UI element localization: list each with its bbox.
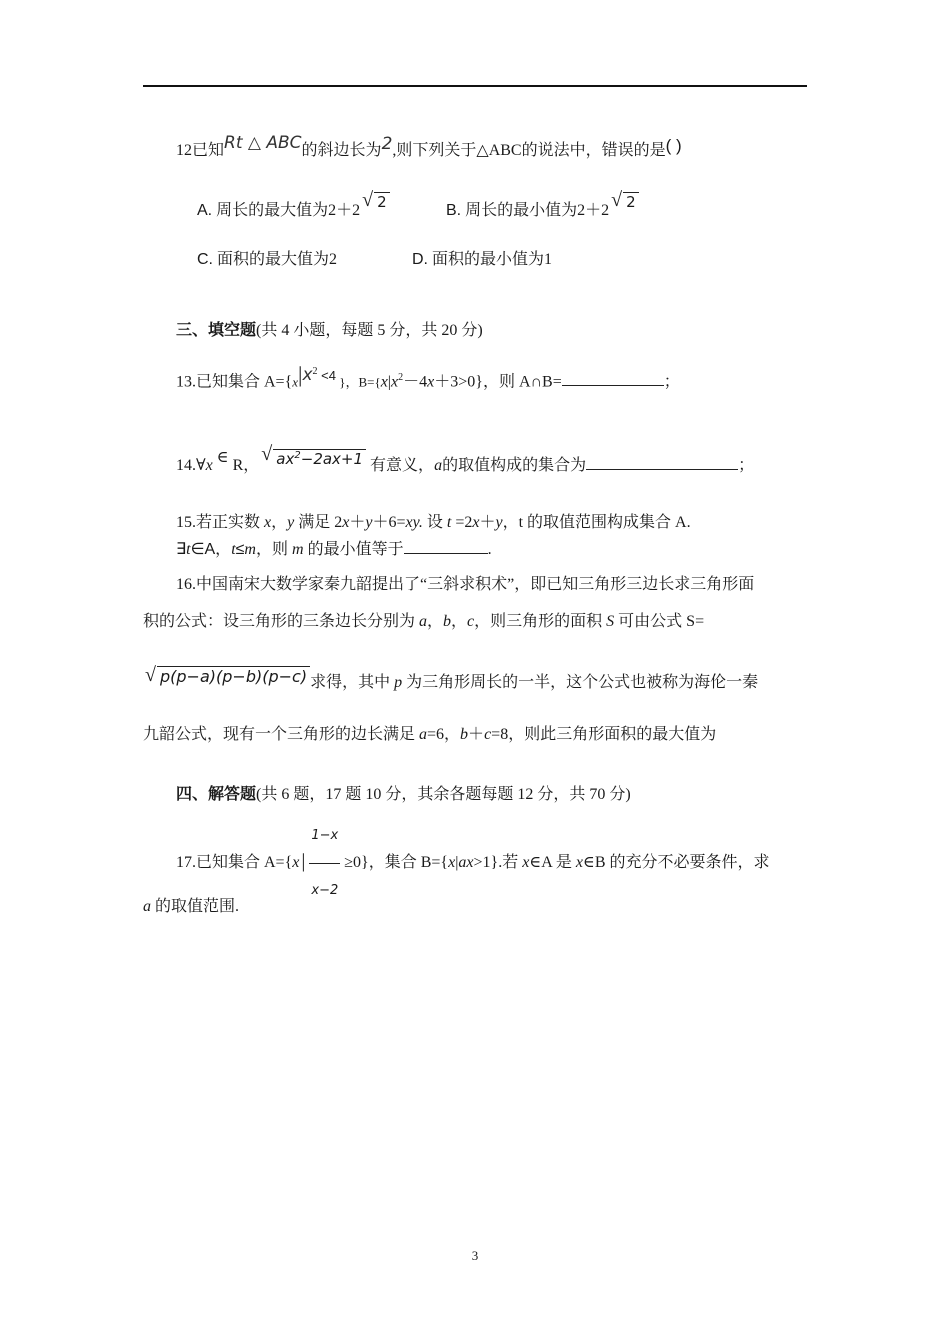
answer-paren: ( ) <box>665 136 682 155</box>
question-13: 13.已知集合 $A=\{x|x^2$ $^{<4}$ }，$B=\{x|x^2-4x+3>0\}$，则 A∩B= ； <box>176 362 680 391</box>
q12-option-c: C. 面积的最大值为2 <box>197 251 338 268</box>
fraction: $\frac{1-x}{x-2}$ <box>309 812 340 915</box>
section-4-heading: 四、解答题(共 6 题，17 题 10 分，其余各题每题 12 分，共 70 分) <box>176 786 631 803</box>
question-14: 14.∀x ∈ R， √ $ax^2-2ax+1$ 有意义，a的取值构成的集合为 ； <box>176 443 755 474</box>
answer-blank[interactable] <box>404 539 488 554</box>
question-15-line-2: ∃t∈A，t≤m，则 m 的最小值等于 . <box>176 541 492 558</box>
q12-triangle-label: Rt △ ABC <box>224 133 302 153</box>
sqrt-expression: √ $ax^2-2ax+1$ <box>261 446 366 470</box>
question-16-line-3: √ p(p−a)(p−b)(p−c) 求得，其中 p 为三角形周长的一半，这个公式也被称为海伦一秦 <box>145 664 759 691</box>
sqrt-symbol: √ 2 <box>362 192 390 213</box>
heron-formula: √ p(p−a)(p−b)(p−c) <box>145 667 310 688</box>
section-title: 四、解答题 <box>176 786 257 803</box>
q12-number: 12 <box>176 142 192 159</box>
section-title: 三、填空题 <box>176 322 257 339</box>
question-17-line-1: 17.已知集合 A={x | $\frac{1-x}{x-2}$ ≥0}，集合 B={x|ax>1}.若 x∈A 是 x∈B 的充分不必要条件，求 <box>176 812 770 915</box>
question-15-line-1: 15.若正实数 x，y 满足 2x＋y＋6=xy. 设 t =2x＋y，t 的取值范围构成集合 A. <box>176 514 691 531</box>
question-17-line-2: a 的取值范围. <box>143 898 240 915</box>
header-rule <box>143 85 807 87</box>
q12-option-b: B. 周长的最小值为2＋2 √ 2 <box>446 200 639 221</box>
answer-blank[interactable] <box>586 455 738 470</box>
sqrt-symbol: √ 2 <box>611 192 639 213</box>
q12-option-a: A. 周长的最大值为2＋2 √ 2 <box>197 200 390 221</box>
answer-blank[interactable] <box>562 371 664 386</box>
question-16-line-2: 积的公式：设三角形的三条边长分别为 a，b，c，则三角形的面积 S 可由公式 S= <box>143 613 705 630</box>
section-3-heading: 三、填空题(共 4 小题，每题 5 分，共 20 分) <box>176 322 483 339</box>
question-16-line-1: 16.中国南宋大数学家秦九韶提出了“三斜求积术”，即已知三角形三边长求三角形面 <box>176 576 755 593</box>
question-16-line-4: 九韶公式，现有一个三角形的边长满足 a=6，b＋c=8，则此三角形面积的最大值为 <box>143 726 717 743</box>
page-number: 3 <box>471 1248 479 1263</box>
q12-option-d: D. 面积的最小值为1 <box>412 251 553 268</box>
question-12: 12已知Rt △ ABC的斜边长为2,则下列关于△ABC的说法中，错误的是( ) <box>176 133 682 159</box>
